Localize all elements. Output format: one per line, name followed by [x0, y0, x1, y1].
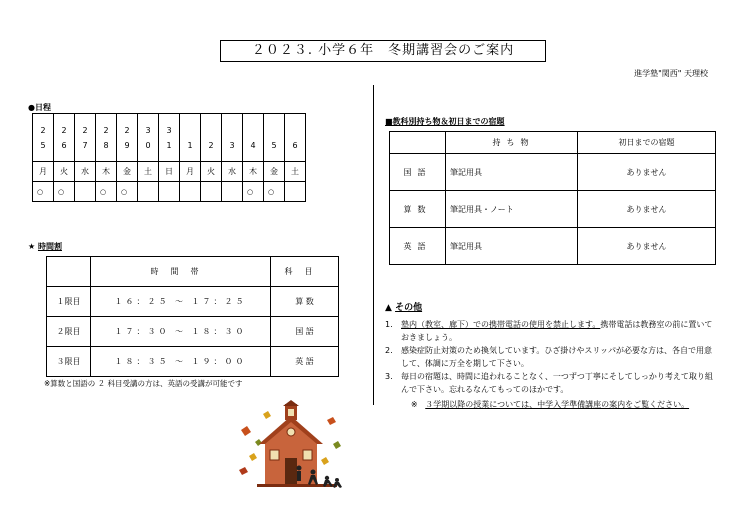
time-cell: １６：２５ ～ １７：２５: [91, 287, 271, 317]
date-digit: 3: [229, 140, 235, 150]
other-list: [385, 318, 715, 411]
schedule-calendar: [32, 113, 306, 202]
calendar-mark-cell: [138, 182, 159, 202]
timetable-col-subject: 科目: [271, 257, 339, 287]
items-cell: 筆記用具・ノート: [446, 191, 578, 228]
calendar-mark-cell: ○: [33, 182, 54, 202]
date-digit: 2: [61, 125, 67, 135]
note-mark: ※: [410, 400, 418, 409]
calendar-mark-cell: [285, 182, 306, 202]
calendar-date-cell: [54, 114, 75, 162]
calendar-date-cell: [201, 114, 222, 162]
timetable-col-time: 時間帯: [91, 257, 271, 287]
date-digit: 2: [124, 125, 130, 135]
table-row: [390, 228, 716, 265]
date-digit: 2: [208, 140, 214, 150]
items-cell: 筆記用具: [446, 154, 578, 191]
calendar-mark-cell: [75, 182, 96, 202]
timetable-table: [46, 256, 339, 377]
calendar-date-cell: [96, 114, 117, 162]
items-heading: ■教科別持ち物＆初日までの宿題: [385, 117, 505, 126]
date-digit: 5: [40, 140, 46, 150]
calendar-weekday-cell: 金: [117, 162, 138, 182]
subject-cell: 英 語: [271, 347, 339, 377]
final-note-text: ３学期以降の授業については、中学入学準備講座の案内をご覧ください。: [425, 400, 690, 409]
date-digit: 2: [103, 125, 109, 135]
date-digit: 2: [40, 125, 46, 135]
date-digit: 5: [271, 140, 277, 150]
school-house-illustration: [235, 400, 347, 492]
timetable-heading: [28, 241, 62, 252]
items-cell: 筆記用具: [446, 228, 578, 265]
list-number: 2.: [385, 346, 393, 355]
date-digit: 7: [82, 140, 88, 150]
calendar-weekday-cell: 水: [222, 162, 243, 182]
list-item: [385, 318, 715, 344]
subject-cell: 国 語: [271, 317, 339, 347]
table-row: [47, 347, 339, 377]
list-item: [385, 370, 715, 396]
timetable-corner-cell: [47, 257, 91, 287]
homework-cell: ありません: [578, 228, 716, 265]
items-corner-cell: [390, 132, 446, 154]
items-col-items: 持ち物: [446, 132, 578, 154]
subject-cell: 算 数: [271, 287, 339, 317]
calendar-date-cell: [33, 114, 54, 162]
calendar-weekday-cell: 土: [138, 162, 159, 182]
subject-cell: 算数: [390, 191, 446, 228]
calendar-weekday-cell: 土: [285, 162, 306, 182]
school-name: 進学塾"関西" 天理校: [634, 69, 708, 78]
other-heading: [385, 300, 422, 313]
ventilation-text: 感染症防止対策のため換気しています。ひざ掛けやスリッパが必要な方は、各自で用意して、体調に万全を期して下さい。: [401, 346, 713, 368]
timetable-heading-text: 時間割: [37, 242, 62, 251]
calendar-weekday-cell: 月: [180, 162, 201, 182]
calendar-weekday-cell: 水: [75, 162, 96, 182]
date-digit: 8: [103, 140, 109, 150]
date-digit: 3: [145, 125, 151, 135]
calendar-weekday-cell: 火: [54, 162, 75, 182]
calendar-weekday-cell: 木: [243, 162, 264, 182]
date-digit: [201, 123, 221, 138]
calendar-weekday-cell: 木: [96, 162, 117, 182]
list-number: 1.: [385, 320, 393, 329]
calendar-mark-cell: ○: [243, 182, 264, 202]
final-note: [385, 398, 715, 411]
date-digit: 6: [61, 140, 67, 150]
page-title: ２０２３. 小学６年 冬期講習会のご案内: [220, 40, 546, 62]
subject-cell: 国語: [390, 154, 446, 191]
table-row: [390, 191, 716, 228]
calendar-date-cell: [180, 114, 201, 162]
homework-text: 毎日の宿題は、時間に追われることなく、一つずつ丁寧にそしてしっかり考えて取り組んで下さい。忘れるなんてもってのほかです。: [401, 372, 713, 394]
calendar-date-cell: [285, 114, 306, 162]
date-digit: 0: [145, 140, 151, 150]
date-digit: 1: [166, 140, 172, 150]
items-table: [389, 131, 716, 265]
homework-cell: ありません: [578, 191, 716, 228]
calendar-weekday-cell: 金: [264, 162, 285, 182]
homework-cell: ありません: [578, 154, 716, 191]
schedule-heading: ●日程: [28, 103, 51, 112]
calendar-mark-cell: ○: [96, 182, 117, 202]
calendar-date-cell: [222, 114, 243, 162]
table-row: [390, 154, 716, 191]
calendar-weekday-cell: 月: [33, 162, 54, 182]
date-digit: 4: [250, 140, 256, 150]
calendar-date-cell: [117, 114, 138, 162]
calendar-date-cell: [75, 114, 96, 162]
date-digit: [222, 123, 242, 138]
calendar-mark-cell: [201, 182, 222, 202]
items-col-homework: 初日までの宿題: [578, 132, 716, 154]
time-cell: １８：３５ ～ １９：００: [91, 347, 271, 377]
list-item: [385, 344, 715, 370]
calendar-mark-cell: [222, 182, 243, 202]
calendar-weekday-cell: 火: [201, 162, 222, 182]
calendar-mark-cell: [180, 182, 201, 202]
date-digit: 6: [292, 140, 298, 150]
other-heading-text: その他: [395, 303, 423, 313]
table-row: [47, 287, 339, 317]
column-divider: [373, 85, 374, 405]
calendar-weekday-cell: 日: [159, 162, 180, 182]
list-number: 3.: [385, 372, 393, 381]
calendar-mark-cell: [159, 182, 180, 202]
calendar-date-cell: [159, 114, 180, 162]
calendar-date-cell: [138, 114, 159, 162]
phone-rule-text: 塾内（教室、廊下）での携帯電話の使用を禁止します。: [401, 320, 601, 329]
calendar-date-cell: [243, 114, 264, 162]
calendar-date-cell: [264, 114, 285, 162]
phone-rule-rest: 携帯電話は教務室の前に置いておきましょう。: [401, 320, 713, 342]
calendar-mark-cell: ○: [54, 182, 75, 202]
time-cell: １７：３０ ～ １８：３０: [91, 317, 271, 347]
period-cell: ２限目: [47, 317, 91, 347]
period-cell: １限目: [47, 287, 91, 317]
date-digit: 3: [166, 125, 172, 135]
subject-cell: 英語: [390, 228, 446, 265]
calendar-mark-cell: ○: [264, 182, 285, 202]
calendar-mark-cell: ○: [117, 182, 138, 202]
table-row: [47, 317, 339, 347]
timetable-note: ※算数と国語の ２ 科目受講の方は、英語の受講が可能です: [44, 379, 243, 388]
date-digit: 2: [82, 125, 88, 135]
date-digit: 9: [124, 140, 130, 150]
date-digit: 1: [187, 140, 193, 150]
date-digit: [180, 123, 200, 138]
date-digit: [243, 123, 263, 138]
period-cell: ３限目: [47, 347, 91, 377]
star-icon: ★: [28, 242, 36, 251]
date-digit: [285, 123, 305, 138]
date-digit: [264, 123, 284, 138]
triangle-icon: ▲: [385, 303, 392, 313]
